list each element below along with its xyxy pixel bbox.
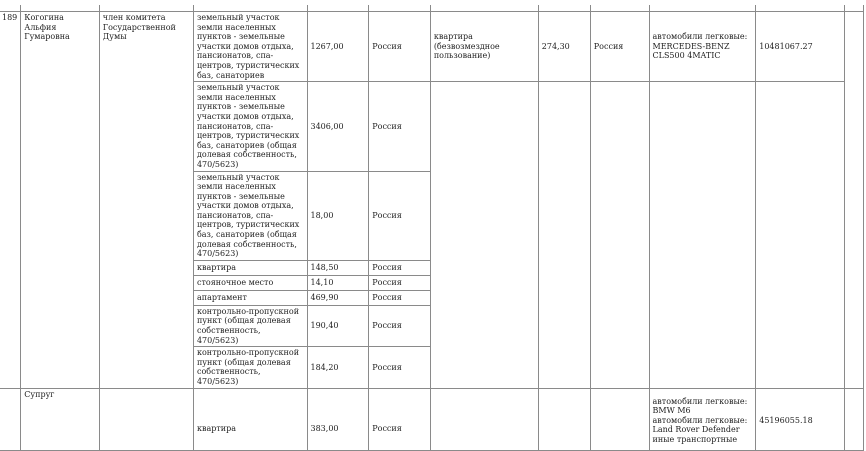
owned-area: 3406,00 <box>307 82 369 171</box>
vehicles-line: Land Rover Defender <box>652 425 740 435</box>
owned-type: контрольно-пропускной пункт (общая долевая собственность, 470/5623) <box>193 305 307 346</box>
owned-country: Россия <box>369 290 431 305</box>
vehicles <box>649 388 756 450</box>
used-type: квартира (безвозмездное пользование) <box>430 12 538 82</box>
owned-type: земельный участок земли населенных пунктов - земельные участки домов отдыха, пансионатов, спа-центров, туристических баз, санаториев <box>193 12 307 82</box>
owned-country: Россия <box>369 305 431 346</box>
income: 10481067.27 <box>756 12 844 82</box>
owned-country: Россия <box>369 260 431 275</box>
owned-country: Россия <box>369 12 431 82</box>
person-position: член комитета Государственной Думы <box>99 12 193 389</box>
owned-area: 148,50 <box>307 260 369 275</box>
owned-area: 1267,00 <box>307 12 369 82</box>
owned-country: Россия <box>369 347 431 388</box>
table-row <box>0 12 864 82</box>
vehicles: автомобили легковые: MERCEDES-BENZ CLS500 4MATIC <box>649 12 756 82</box>
declaration-table <box>0 5 864 451</box>
owned-area: 469,90 <box>307 290 369 305</box>
owned-area: 190,40 <box>307 305 369 346</box>
table-row-spouse <box>0 388 864 450</box>
owned-country: Россия <box>369 82 431 171</box>
vehicles-line: автомобили легковые: <box>652 396 748 406</box>
owned-type: апартамент <box>193 290 307 305</box>
owned-country: Россия <box>369 388 431 450</box>
owned-type: квартира <box>193 388 307 450</box>
row-number: 189 <box>0 12 21 389</box>
owned-country: Россия <box>369 171 431 260</box>
used-area: 274,30 <box>538 12 590 82</box>
owned-area: 184,20 <box>307 347 369 388</box>
vehicles-line: автомобили легковые: <box>652 415 748 425</box>
owned-type: контрольно-пропускной пункт (общая долевая собственность, 470/5623) <box>193 347 307 388</box>
owned-type: земельный участок земли населенных пунктов - земельные участки домов отдыха, пансионатов, спа-центров, туристических баз, санаториев (общая долевая собственность, 470/5623) <box>193 171 307 260</box>
owned-country: Россия <box>369 275 431 290</box>
owned-type: квартира <box>193 260 307 275</box>
owned-type: стояночное место <box>193 275 307 290</box>
owned-area: 18,00 <box>307 171 369 260</box>
income: 45196055.18 <box>756 388 844 450</box>
relation: Супруг <box>21 388 100 450</box>
person-name: Когогина Альфия Гумаровна <box>21 12 100 389</box>
owned-area: 383,00 <box>307 388 369 450</box>
owned-area: 14,10 <box>307 275 369 290</box>
vehicles-line: иные транспортные <box>652 434 738 444</box>
owned-type: земельный участок земли населенных пунктов - земельные участки домов отдыха, пансионатов, спа-центров, туристических баз, санаториев (общая долевая собственность, 470/5623) <box>193 82 307 171</box>
used-country: Россия <box>590 12 649 82</box>
vehicles-line: BMW M6 <box>652 406 691 416</box>
